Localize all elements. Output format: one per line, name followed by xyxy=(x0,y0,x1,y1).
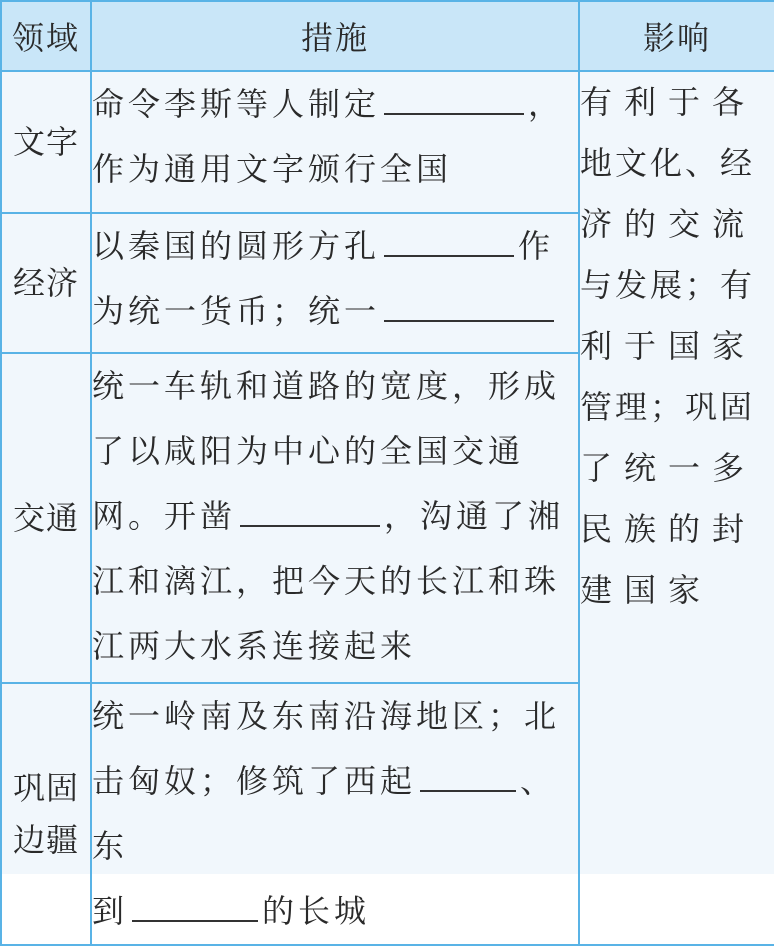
impact-line: 有利于各 xyxy=(580,83,757,121)
field-label: 边疆 xyxy=(12,821,79,859)
measure-cell xyxy=(91,213,579,353)
measure-line xyxy=(92,137,578,202)
measure-line xyxy=(92,879,578,944)
impact-line: 地文化、经 xyxy=(580,144,756,182)
measure-text: ，沟通了湘 xyxy=(384,497,565,535)
fill-blank[interactable] xyxy=(420,750,516,792)
measure-line: 江两大水系连接起来 xyxy=(92,627,417,665)
measure-line xyxy=(92,749,578,879)
header-row xyxy=(1,1,774,71)
measure-cell xyxy=(91,71,579,213)
field-label: 文字 xyxy=(12,123,79,161)
fill-blank[interactable] xyxy=(384,280,554,322)
field-label: 交通 xyxy=(12,499,79,537)
header-impact: 影响 xyxy=(579,1,774,71)
impact-line: 建国家 xyxy=(580,571,713,609)
measure-line xyxy=(92,214,578,279)
fill-blank[interactable] xyxy=(384,73,524,115)
measure-cell xyxy=(91,353,579,683)
measure-text: 命令李斯等人制定 xyxy=(92,85,381,123)
measure-text: 作为通用文字颁行全国 xyxy=(92,150,453,188)
measure-text: 网。开凿 xyxy=(92,497,237,535)
measure-line xyxy=(92,72,578,137)
fill-blank[interactable] xyxy=(240,485,380,527)
measure-line xyxy=(92,279,578,344)
measure-cell xyxy=(91,683,579,945)
field-label: 巩固 xyxy=(12,769,79,807)
measure-text: 到 xyxy=(92,892,129,930)
measure-text: 、东 xyxy=(92,762,557,865)
impact-line: 管理；巩固 xyxy=(580,388,756,426)
header-field: 领域 xyxy=(1,1,91,71)
field-label: 经济 xyxy=(12,264,79,302)
measure-line: 了以咸阳为中心的全国交通 xyxy=(92,432,525,470)
header-measure: 措施 xyxy=(91,1,579,71)
measure-line: 统一岭南及东南沿海地区；北 xyxy=(92,697,561,735)
field-cell xyxy=(1,213,91,353)
impact-line: 了统一多 xyxy=(580,449,757,487)
impact-cell xyxy=(579,71,774,945)
measure-text: 以秦国的圆形方孔 xyxy=(92,227,381,265)
field-cell xyxy=(1,353,91,683)
field-cell xyxy=(1,683,91,945)
measure-text: 击匈奴；修筑了西起 xyxy=(92,762,417,800)
fill-blank[interactable] xyxy=(384,215,514,257)
measure-line xyxy=(92,484,578,549)
measure-line: 统一车轨和道路的宽度，形成 xyxy=(92,367,561,405)
impact-line: 济的交流 xyxy=(580,205,757,243)
impact-line: 民族的封 xyxy=(580,510,757,548)
measure-text: 作 xyxy=(518,227,555,265)
impact-line: 与发展；有 xyxy=(580,266,756,304)
fill-blank[interactable] xyxy=(132,880,258,922)
impact-line: 利于国家 xyxy=(580,327,757,365)
measure-text: ， xyxy=(528,85,565,123)
measure-text: 为统一货币；统一 xyxy=(92,292,381,330)
measure-line: 江和漓江，把今天的长江和珠 xyxy=(92,562,561,600)
field-cell xyxy=(1,71,91,213)
measure-text: 的长城 xyxy=(262,892,371,930)
table-row xyxy=(1,71,774,213)
